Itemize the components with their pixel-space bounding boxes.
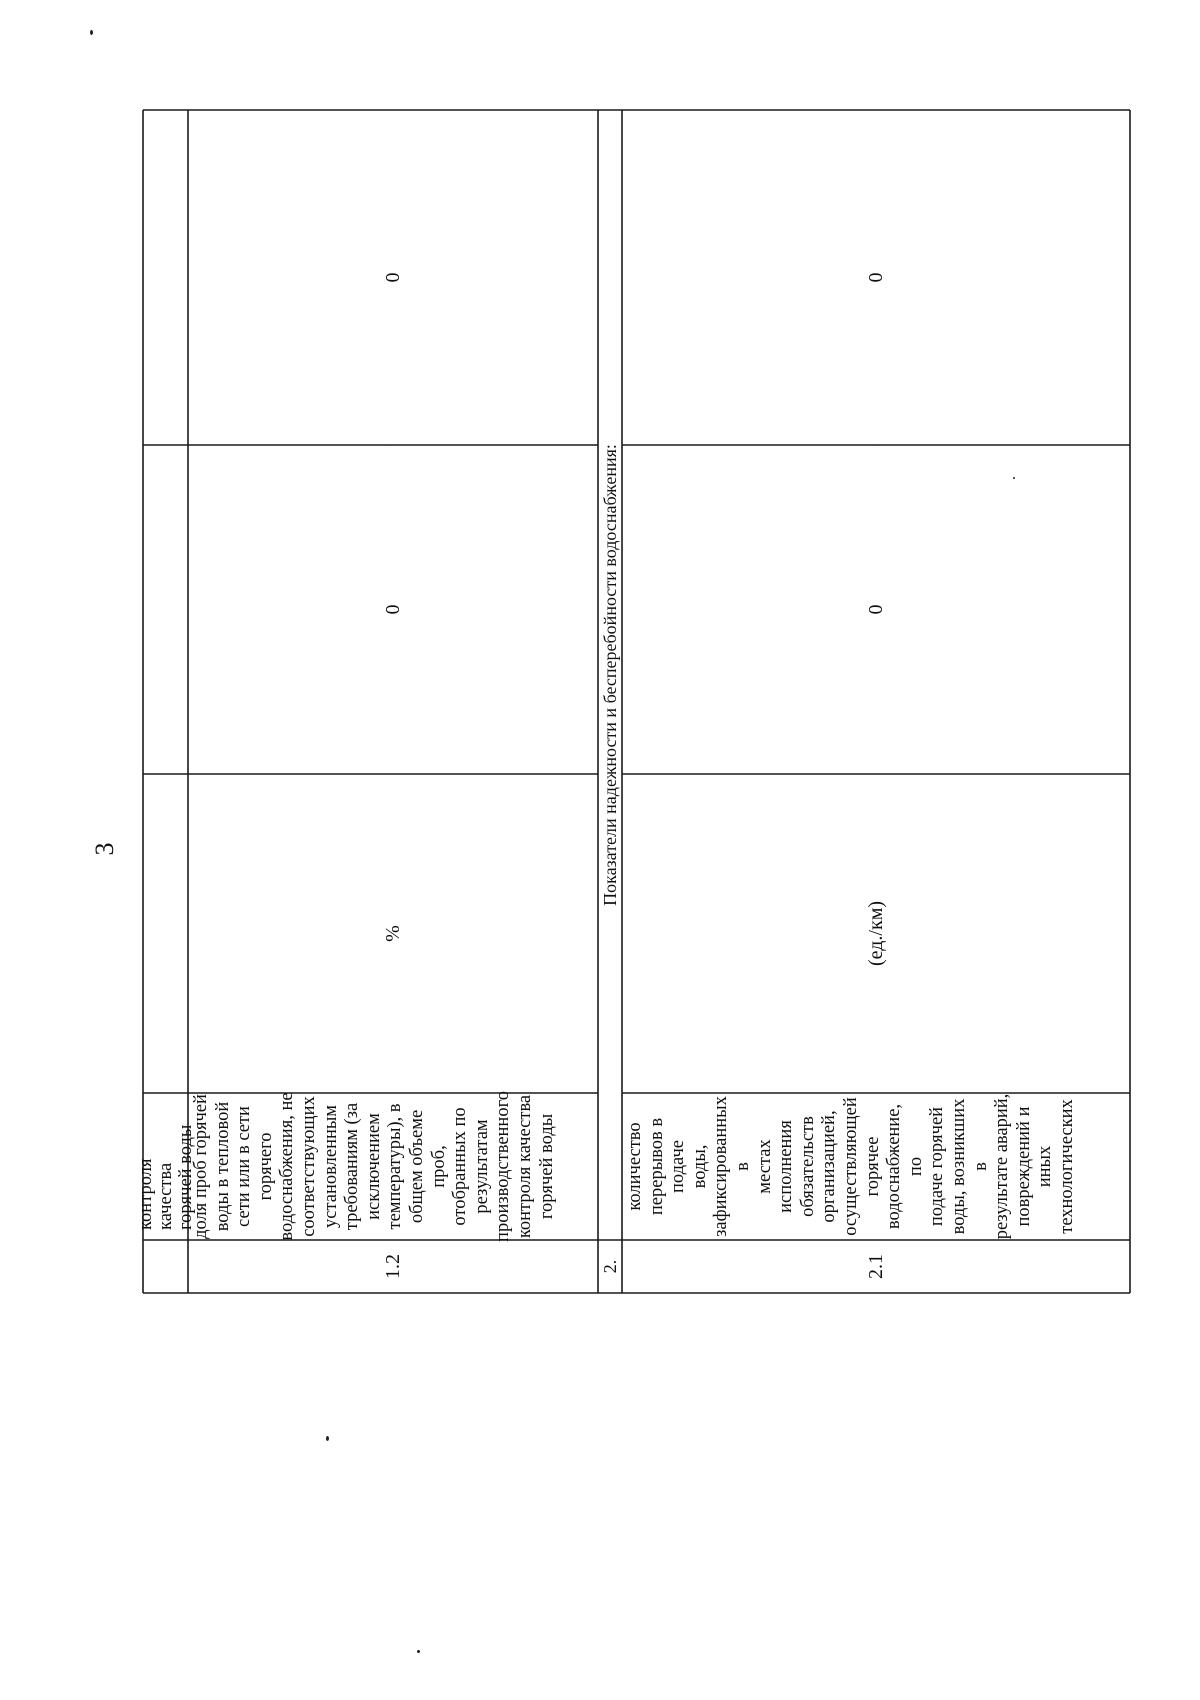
scan-speck <box>417 1650 420 1653</box>
scan-speck <box>326 1436 329 1441</box>
row-1-2-num: 1.2 <box>382 1254 404 1279</box>
row-1-2-unit: % <box>382 925 404 942</box>
row-1-2-value-1: 0 <box>382 604 404 615</box>
row-2-1-unit: (ед./км) <box>865 900 887 967</box>
page-number: 3 <box>90 842 119 856</box>
row-2-1-value-3: 0 <box>875 445 876 446</box>
row-2-1-name: количество перерывов в подаче воды, зафиксированных в местах исполнения обязательств организацией, осуществляющей горячее водоснабжение, по подаче горячей воды, возникших в результате аварий, повреждений и иных технологических <box>625 1093 1077 1240</box>
scan-speck <box>1013 477 1015 479</box>
row-2-1-num: 2.1 <box>865 1254 887 1279</box>
section-2-num: 2. <box>600 1259 620 1274</box>
row-1-2-value-2: 0 <box>382 272 404 283</box>
continuation-name: контроля качества горячей воды <box>135 1124 196 1230</box>
row-2-1-value-2: 0 <box>865 272 887 283</box>
scan-speck <box>90 30 93 35</box>
row-1-2-name: доля проб горячей воды в тепловой сети или в сети горячего водоснабжения, не соответствующих установленным требованиям (за исключением температуры), в общем объеме проб, отобранных по результатам производственного контроля качества горячей воды <box>191 1091 557 1242</box>
row-2-1-value-1: 0 <box>865 604 887 615</box>
section-2-title: Показатели надежности и бесперебойности водоснабжения: <box>600 444 620 906</box>
row-1-2-value-3: 0 <box>392 445 393 446</box>
